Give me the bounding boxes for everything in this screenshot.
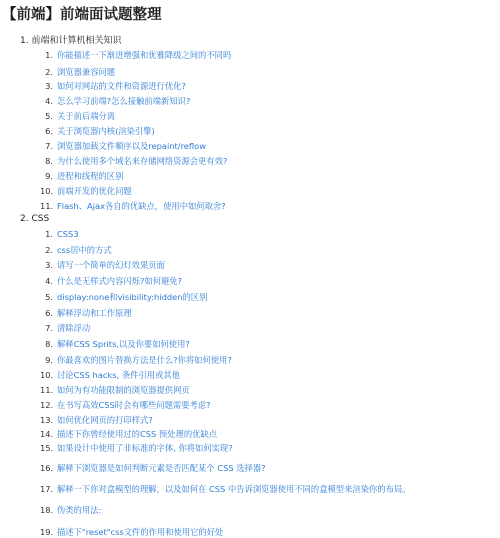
item-number: 8. bbox=[45, 156, 53, 166]
list-item bbox=[40, 49, 231, 61]
item-number: 10. bbox=[40, 186, 54, 196]
list-item bbox=[40, 228, 79, 240]
question-link[interactable]: 关于前后端分离 bbox=[57, 111, 116, 121]
question-link[interactable]: 前端开发的优化问题 bbox=[57, 186, 132, 196]
list-item bbox=[40, 110, 115, 122]
question-link[interactable]: 描述下你曾经使用过的CSS 预处理的优缺点 bbox=[57, 429, 218, 439]
list-item bbox=[40, 80, 186, 92]
item-number: 5. bbox=[45, 111, 53, 121]
item-number: 4. bbox=[45, 96, 53, 106]
list-item bbox=[40, 414, 153, 426]
item-number: 8. bbox=[45, 339, 53, 349]
list-item bbox=[40, 307, 132, 319]
item-number: 15. bbox=[40, 443, 54, 453]
item-number: 12. bbox=[40, 400, 54, 410]
list-item bbox=[40, 462, 266, 474]
list-item bbox=[40, 322, 90, 334]
item-number: 13. bbox=[40, 415, 54, 425]
list-item bbox=[40, 504, 101, 516]
item-number: 19. bbox=[40, 527, 54, 537]
list-item bbox=[40, 338, 190, 350]
question-link[interactable]: Flash、Ajax各自的优缺点，使用中如何取舍? bbox=[57, 201, 226, 211]
item-number: 7. bbox=[45, 141, 53, 151]
question-link[interactable]: 如何为有功能限制的浏览器提供网页 bbox=[57, 385, 190, 395]
section-heading bbox=[20, 213, 49, 225]
question-link[interactable]: 在书写高效CSS时会有哪些问题需要考虑? bbox=[57, 400, 211, 410]
item-number: 14. bbox=[40, 429, 54, 439]
item-number: 9. bbox=[45, 171, 53, 181]
section-heading bbox=[20, 35, 121, 47]
question-link[interactable]: 如何优化网页的打印样式? bbox=[57, 415, 153, 425]
list-item bbox=[40, 275, 182, 287]
list-item bbox=[40, 66, 115, 78]
list-item bbox=[40, 170, 123, 182]
question-link[interactable]: CSS3 bbox=[57, 229, 79, 239]
question-link[interactable]: 伪类的用法: bbox=[57, 505, 102, 515]
question-link[interactable]: 请写一个简单的幻灯效果页面 bbox=[57, 260, 165, 270]
item-number: 2. bbox=[45, 245, 53, 255]
item-number: 2. bbox=[45, 67, 53, 77]
section-number: 2. bbox=[20, 214, 32, 224]
question-link[interactable]: 关于浏览器内核(渲染引擎) bbox=[57, 126, 155, 136]
list-item bbox=[40, 200, 226, 212]
question-link[interactable]: 你最喜欢的图片替换方法是什么?你将如何使用? bbox=[57, 355, 232, 365]
list-item bbox=[40, 95, 190, 107]
list-item bbox=[40, 354, 232, 366]
item-number: 11. bbox=[40, 385, 54, 395]
item-number: 3. bbox=[45, 81, 53, 91]
question-link[interactable]: 什么是无样式内容闪烁?如何避免? bbox=[57, 276, 182, 286]
list-item bbox=[40, 442, 233, 454]
question-link[interactable]: 解释下浏览器是如何判断元素是否匹配某个 CSS 选择器? bbox=[57, 463, 266, 473]
section-label: 前端和计算机相关知识 bbox=[31, 36, 122, 46]
item-number: 1. bbox=[45, 229, 53, 239]
item-number: 3. bbox=[45, 260, 53, 270]
question-link[interactable]: 解释浮动和工作原理 bbox=[57, 308, 132, 318]
question-link[interactable]: display:none和visibility:hidden的区别 bbox=[57, 292, 208, 302]
question-link[interactable]: 描述下"reset"css文件的作用和使用它的好处 bbox=[57, 527, 224, 537]
question-link[interactable]: 如何对网站的文件和资源进行优化? bbox=[57, 81, 186, 91]
list-item bbox=[40, 483, 410, 495]
question-link[interactable]: 进程和线程的区别 bbox=[57, 171, 124, 181]
list-item bbox=[40, 428, 217, 440]
list-item bbox=[40, 526, 223, 538]
item-number: 6. bbox=[45, 126, 53, 136]
item-number: 5. bbox=[45, 292, 53, 302]
item-number: 6. bbox=[45, 308, 53, 318]
list-item bbox=[40, 369, 180, 381]
item-number: 17. bbox=[40, 484, 54, 494]
list-item bbox=[40, 384, 190, 396]
question-link[interactable]: 你能描述一下渐进增强和优雅降级之间的不同吗 bbox=[57, 50, 232, 60]
question-link[interactable]: 怎么学习前端?怎么接触前端新知识? bbox=[57, 96, 191, 106]
list-item bbox=[40, 140, 206, 152]
list-item bbox=[40, 125, 155, 137]
section-label: CSS bbox=[31, 214, 50, 224]
question-link[interactable]: 解释CSS Sprits,以及你要如何使用? bbox=[57, 339, 190, 349]
question-link[interactable]: 浏览器兼容问题 bbox=[57, 67, 116, 77]
list-item bbox=[40, 399, 210, 411]
item-number: 16. bbox=[40, 463, 54, 473]
item-number: 11. bbox=[40, 201, 54, 211]
question-link[interactable]: 解释一下你对盒模型的理解，以及如何在 CSS 中告诉浏览器使用不同的盒模型来渲染你的布局。 bbox=[57, 484, 411, 494]
question-link[interactable]: 浏览器加载文件顺序以及repaint/reflow bbox=[57, 141, 206, 151]
item-number: 4. bbox=[45, 276, 53, 286]
question-link[interactable]: 如果设计中使用了非标准的字体, 你将如何实现? bbox=[57, 443, 233, 453]
question-link[interactable]: 讨论CSS hacks, 条件引用或其他 bbox=[57, 370, 180, 380]
item-number: 7. bbox=[45, 323, 53, 333]
page-title: 【前端】前端面试题整理 bbox=[2, 7, 162, 23]
list-item bbox=[40, 185, 132, 197]
item-number: 18. bbox=[40, 505, 54, 515]
list-item bbox=[40, 291, 207, 303]
list-item bbox=[40, 155, 227, 167]
list-item bbox=[40, 244, 112, 256]
item-number: 9. bbox=[45, 355, 53, 365]
section-number: 1. bbox=[20, 36, 32, 46]
list-item bbox=[40, 259, 165, 271]
question-link[interactable]: css居中的方式 bbox=[57, 245, 112, 255]
item-number: 10. bbox=[40, 370, 54, 380]
question-link[interactable]: 为什么使用多个域名来存储网络资源会更有效? bbox=[57, 156, 228, 166]
question-link[interactable]: 清除浮动 bbox=[57, 323, 91, 333]
item-number: 1. bbox=[45, 50, 53, 60]
